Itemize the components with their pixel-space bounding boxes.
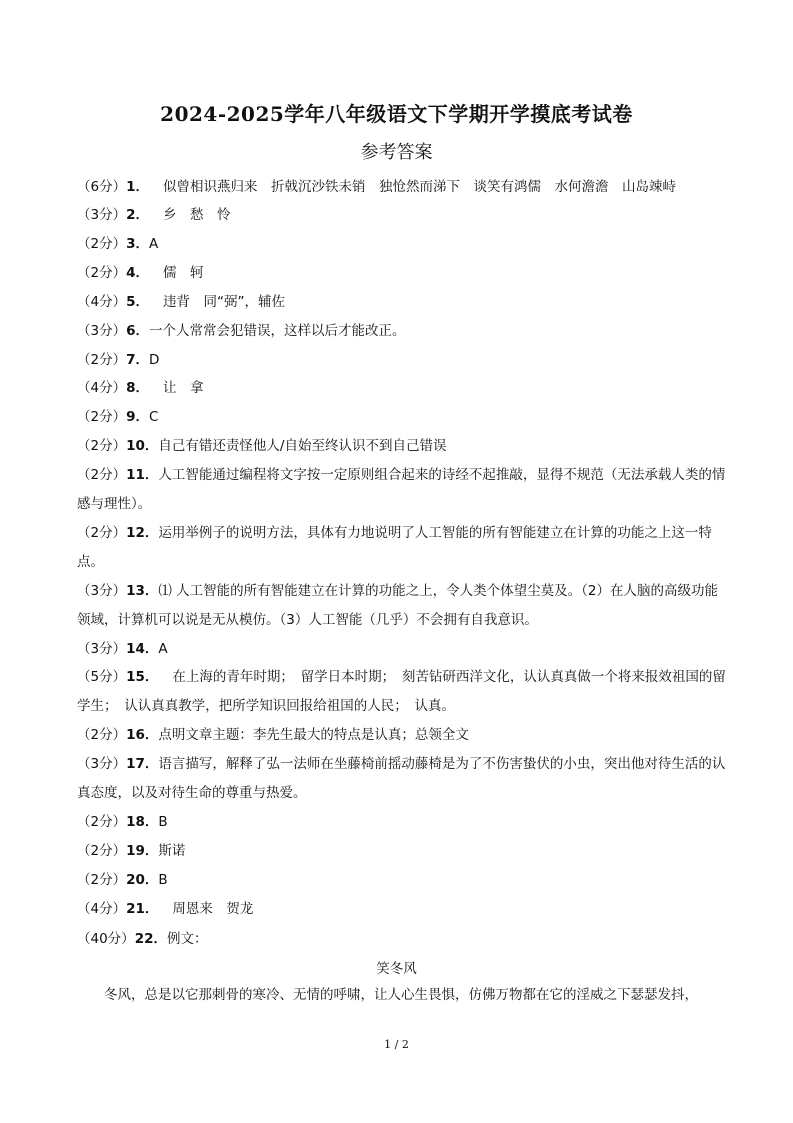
answer-text: B	[158, 872, 168, 888]
answer-item-22	[77, 925, 727, 953]
answer-number: 6．	[126, 323, 149, 339]
answer-number: 12．	[126, 525, 159, 541]
answer-number: 11．	[126, 467, 159, 483]
answer-text: 人工智能通过编程将文字按一定原则组合起来的诗经不起推敲，显得不规范（无法承载人类的情感与理性）。	[77, 467, 726, 512]
answer-number: 9．	[126, 409, 149, 425]
answer-item-12	[77, 519, 727, 577]
answer-points: （4分）	[77, 294, 127, 310]
essay-title: 笑冬风	[376, 961, 417, 977]
answer-text: 一个人常常会犯错误，这样以后才能改正。	[149, 323, 406, 339]
answer-points: （2分）	[77, 843, 127, 859]
answer-item-4	[77, 259, 727, 287]
answer-points: （2分）	[77, 872, 127, 888]
answer-number: 14．	[126, 641, 159, 657]
answer-item-18	[77, 808, 727, 836]
answer-text: 语言描写，解释了弘一法师在坐藤椅前摇动藤椅是为了不伤害蛰伏的小虫，突出他对待生活的认真态度，以及对待生命的尊重与热爱。	[77, 756, 726, 801]
answer-item-19	[77, 837, 727, 865]
answer-text: 在上海的青年时期； 留学日本时期； 刻苦钻研西洋文化，认认真真做一个将来报效祖国的留学生； 认认真真教学，把所学知识回报给祖国的人民； 认真。	[77, 669, 726, 714]
answer-points: （2分）	[77, 352, 127, 368]
answer-points: （40分）	[77, 931, 135, 947]
answer-number: 22．	[134, 931, 167, 947]
answer-number: 8．	[126, 380, 149, 396]
answer-number: 15．	[126, 669, 159, 685]
answer-text: B	[158, 814, 168, 830]
answer-item-8	[77, 374, 727, 402]
answer-number: 18．	[126, 814, 159, 830]
answer-points: （2分）	[77, 236, 127, 252]
answer-text: 斯诺	[158, 843, 186, 859]
answer-item-17	[77, 750, 727, 808]
answer-item-11	[77, 461, 727, 519]
answer-text: 儒 轲	[163, 265, 204, 281]
answer-item-16	[77, 721, 727, 749]
answer-number: 21．	[126, 901, 159, 917]
answer-item-1	[77, 173, 727, 201]
answer-item-13	[77, 577, 727, 635]
answer-text: 点明文章主题：李先生最大的特点是认真；总领全文	[158, 727, 469, 743]
answer-points: （2分）	[77, 525, 127, 541]
answer-number: 3．	[126, 236, 149, 252]
answer-points: （3分）	[77, 583, 127, 599]
answer-points: （2分）	[77, 438, 127, 454]
answer-number: 20．	[126, 872, 159, 888]
answer-text: A	[158, 641, 168, 657]
answer-text: 似曾相识燕归来 折戟沉沙铁未销 独怆然而涕下 谈笑有鸿儒 水何澹澹 山岛竦峙	[163, 179, 676, 195]
answer-text: 周恩来 贺龙	[172, 901, 254, 917]
answer-item-2	[77, 201, 727, 229]
answer-text: ⑴ 人工智能的所有智能建立在计算的功能之上，令人类个体望尘莫及。（2）在人脑的高级功能领域，计算机可以说是无从模仿。（3）人工智能（几乎）不会拥有自我意识。	[77, 583, 719, 628]
answer-item-10	[77, 432, 727, 460]
answer-item-21	[77, 895, 727, 923]
essay-paragraph: 冬风，总是以它那刺骨的寒冷、无情的呼啸，让人心生畏惧，仿佛万物都在它的淫威之下瑟瑟发抖，	[104, 987, 698, 1003]
answer-points: （2分）	[77, 467, 127, 483]
answer-text: 运用举例子的说明方法，具体有力地说明了人工智能的所有智能建立在计算的功能之上这一特点。	[77, 525, 712, 570]
answer-points: （5分）	[77, 669, 127, 685]
answer-text: 自己有错还责怪他人/自始至终认识不到自己错误	[158, 438, 447, 454]
answer-item-7	[77, 346, 727, 374]
page-number: 1 / 2	[384, 1038, 409, 1051]
answer-number: 16．	[126, 727, 159, 743]
answer-number: 17．	[126, 756, 159, 772]
answer-number: 13．	[126, 583, 159, 599]
answer-points: （2分）	[77, 727, 127, 743]
answer-text: 违背 同“弼”，辅佐	[163, 294, 285, 310]
answer-number: 1．	[126, 179, 149, 195]
answer-number: 5．	[126, 294, 149, 310]
answer-points: （3分）	[77, 323, 127, 339]
answer-points: （3分）	[77, 641, 127, 657]
answer-item-5	[77, 288, 727, 316]
answer-points: （2分）	[77, 409, 127, 425]
page-title: 2024-2025学年八年级语文下学期开学摸底考试卷	[160, 102, 633, 126]
answer-number: 7．	[126, 352, 149, 368]
answer-item-14	[77, 635, 727, 663]
answer-points: （6分）	[77, 179, 127, 195]
answer-points: （3分）	[77, 756, 127, 772]
answer-number: 4．	[126, 265, 149, 281]
answer-item-15	[77, 663, 727, 721]
answer-points: （3分）	[77, 207, 127, 223]
answer-number: 10．	[126, 438, 159, 454]
answer-points: （2分）	[77, 814, 127, 830]
answer-text: 例文：	[166, 931, 208, 947]
answer-text: C	[149, 409, 159, 425]
answer-item-3	[77, 230, 727, 258]
answer-number: 19．	[126, 843, 159, 859]
answer-item-6	[77, 317, 727, 345]
answer-text: D	[149, 352, 160, 368]
answer-points: （4分）	[77, 901, 127, 917]
answer-item-20	[77, 866, 727, 894]
answer-number: 2．	[126, 207, 149, 223]
answer-text: A	[149, 236, 159, 252]
answer-points: （2分）	[77, 265, 127, 281]
answer-points: （4分）	[77, 380, 127, 396]
answer-text: 乡 愁 怜	[163, 207, 231, 223]
answer-item-9	[77, 403, 727, 431]
page-subtitle: 参考答案	[360, 142, 433, 163]
answer-text: 让 拿	[163, 380, 204, 396]
